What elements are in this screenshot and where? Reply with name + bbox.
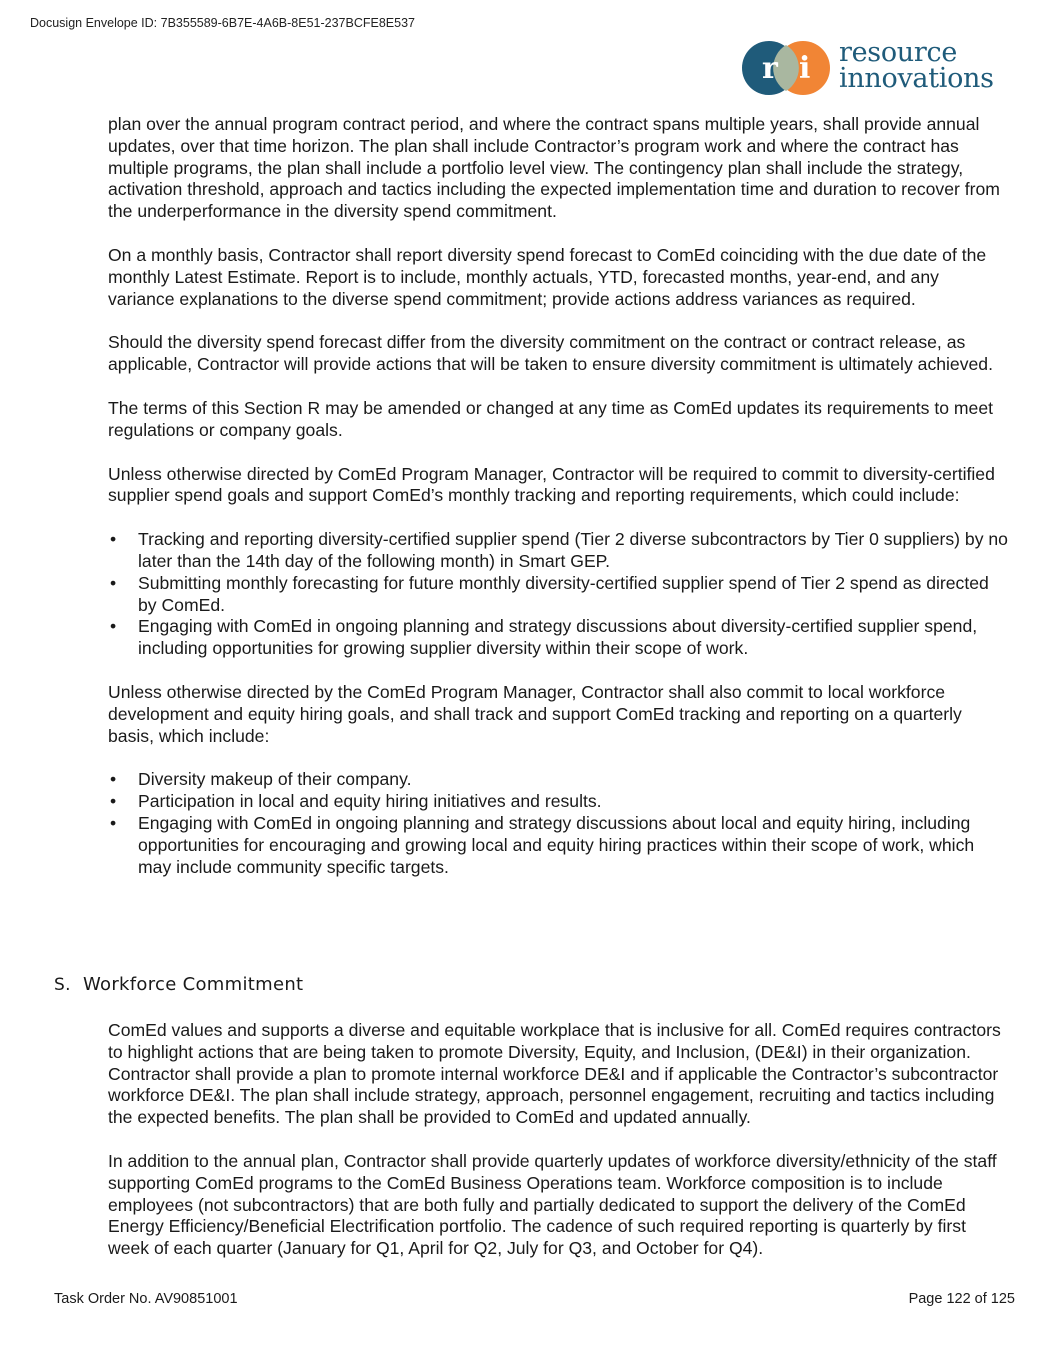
- bullet-icon: •: [110, 791, 117, 812]
- paragraph-section-r-terms: The terms of this Section R may be amended or changed at any time as ComEd updates its requirements to meet regulations or company goals.: [108, 397, 994, 440]
- footer-task-order: Task Order No. AV90851001: [54, 1291, 238, 1307]
- paragraph-forecast-differ: Should the diversity spend forecast differ from the diversity commitment on the contract or contract release, as applicable, Contractor will provide actions that will be taken to ensure diversity commitment is ultimately achieved.: [108, 332, 993, 375]
- bullet-icon: •: [110, 616, 117, 637]
- list-item: • Engaging with ComEd in ongoing planning and strategy discussions about local and equity hiring, including opportunities for encouraging and growing local and equity hiring practices within their scope of work, which may include community specific targets.: [110, 812, 975, 877]
- paragraph-dei-plan: ComEd values and supports a diverse and equitable workplace that is inclusive for all. ComEd requires contractors to highlight actions that are being taken to promote Diversity, Equity, and Inclusion, (DE&I) in their organization. Contractor shall provide a plan to promote internal workforce DE&I and if applicable the Contractor’s subcontractor workforce DE&I. The plan shall include strategy, approach, personnel engagement, recruiting and tactics including the expected benefits. The plan shall be provided to ComEd and updated annually.: [108, 1020, 1001, 1128]
- docusign-envelope-id: Docusign Envelope ID: 7B355589-6B7E-4A6B-8E51-237BCFE8E537: [30, 16, 415, 30]
- list-item: • Submitting monthly forecasting for future monthly diversity-certified supplier spend of Tier 2 spend as directed by ComEd.: [110, 572, 989, 615]
- section-title: Workforce Commitment: [83, 974, 304, 995]
- paragraph-quarterly-updates: In addition to the annual plan, Contractor shall provide quarterly updates of workforce diversity/ethnicity of the staff supporting ComEd programs to the ComEd Business Operations team. Workforce composition is to include employees (not subcontractors) that are both fully and partially dedicated to support the delivery of the ComEd Energy Efficiency/Beneficial Electrification portfolio. The cadence of such required reporting is quarterly by first week of each quarter (January for Q1, April for Q2, July for Q3, and October for Q4).: [108, 1150, 997, 1259]
- list-item: • Participation in local and equity hiring initiatives and results.: [110, 791, 602, 812]
- bullet-icon: •: [110, 572, 117, 593]
- resource-innovations-logo: [741, 37, 1011, 98]
- svg-text:r: r: [762, 51, 778, 86]
- list-item: • Tracking and reporting diversity-certified supplier spend (Tier 2 diverse subcontractors by Tier 0 suppliers) by no later than the 14th day of the following month) in Smart GEP.: [110, 529, 1008, 571]
- section-letter: S.: [54, 975, 71, 995]
- svg-text:i: i: [799, 51, 811, 86]
- list-item: • Engaging with ComEd in ongoing planning and strategy discussions about diversity-certified supplier spend, including opportunities for growing supplier diversity within their scope of work.: [110, 616, 978, 659]
- list-item: • Diversity makeup of their company.: [110, 769, 412, 790]
- logo-mark-icon: [741, 40, 833, 96]
- paragraph-contingency-plan: plan over the annual program contract period, and where the contract spans multiple years, shall provide annual updates, over that time horizon. The plan shall include Contractor’s program work and where the contract has multiple programs, the plan shall include a portfolio level view. The contingency plan shall include the strategy, activation threshold, approach and tactics including the expected implementation time and duration to recover from the underperformance in the diversity spend commitment.: [108, 114, 1000, 222]
- bullet-icon: •: [110, 812, 117, 833]
- bullet-icon: •: [110, 529, 117, 550]
- section-heading-workforce-commitment: [54, 974, 303, 995]
- logo-wordmark: [839, 37, 994, 94]
- paragraph-monthly-report: On a monthly basis, Contractor shall report diversity spend forecast to ComEd coinciding with the due date of the monthly Latest Estimate. Report is to include, monthly actuals, YTD, forecasted months, year-end, and any variance explanations to the diverse spend commitment; provide actions address variances as required.: [108, 244, 987, 309]
- supplier-spend-list: [108, 529, 1008, 660]
- logo-word-innovations: innovations: [839, 63, 994, 94]
- workforce-hiring-list: [108, 769, 1008, 878]
- section-s-body: [108, 1020, 1008, 1282]
- document-body: [108, 114, 1008, 900]
- bullet-icon: •: [110, 769, 117, 790]
- logo-word-resource: resource: [839, 37, 957, 68]
- footer-page-number: Page 122 of 125: [908, 1291, 1015, 1307]
- paragraph-workforce-development: Unless otherwise directed by the ComEd Program Manager, Contractor shall also commit to local workforce development and equity hiring goals, and shall track and support ComEd tracking and reporting on a quarterly basis, which include:: [108, 681, 962, 746]
- paragraph-supplier-spend-goals: Unless otherwise directed by ComEd Program Manager, Contractor will be required to commit to diversity-certified supplier spend goals and support ComEd’s monthly tracking and reporting requirements, which could include:: [108, 463, 995, 506]
